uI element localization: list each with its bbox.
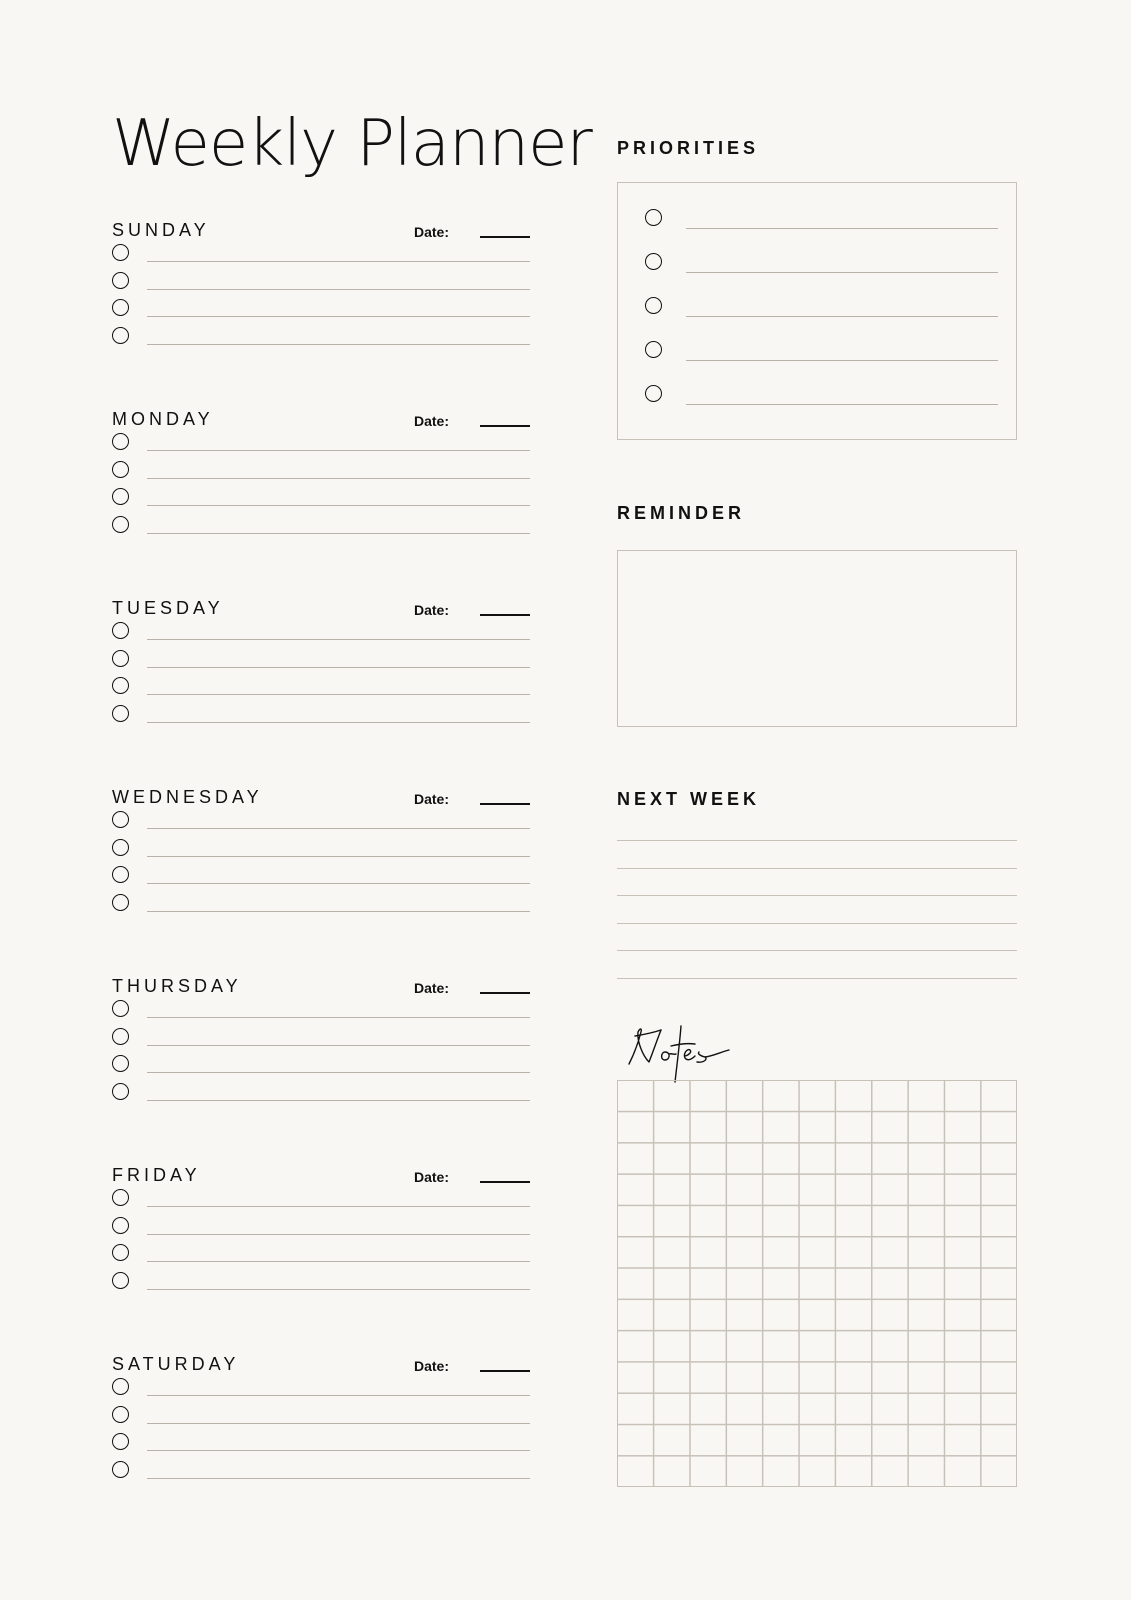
date-line[interactable] (480, 1181, 530, 1183)
task-line[interactable] (147, 478, 530, 479)
task-line[interactable] (147, 316, 530, 317)
date-line[interactable] (480, 425, 530, 427)
day-thursday (112, 976, 530, 1110)
date-line[interactable] (480, 1370, 530, 1372)
task-line[interactable] (147, 694, 530, 695)
checkbox-circle[interactable] (112, 866, 129, 883)
page-title: Weekly Planner (112, 107, 592, 181)
notes-grid[interactable] (617, 1080, 1017, 1487)
task-row[interactable] (112, 1189, 530, 1217)
day-tuesday (112, 598, 530, 732)
day-saturday (112, 1354, 530, 1488)
task-row[interactable] (112, 650, 530, 678)
task-row[interactable] (112, 299, 530, 327)
task-line[interactable] (147, 1261, 530, 1262)
day-wednesday (112, 787, 530, 921)
task-row[interactable] (112, 894, 530, 922)
next-week-line[interactable] (617, 923, 1017, 924)
day-name: FRIDAY (112, 1165, 201, 1185)
task-line[interactable] (147, 1395, 530, 1396)
checkbox-circle[interactable] (112, 650, 129, 667)
day-name: TUESDAY (112, 598, 224, 618)
day-sunday (112, 220, 530, 354)
checkbox-circle[interactable] (112, 1000, 129, 1017)
checkbox-circle[interactable] (112, 677, 129, 694)
checkbox-circle[interactable] (112, 272, 129, 289)
day-monday (112, 409, 530, 543)
task-line[interactable] (147, 667, 530, 668)
date-label: Date: (414, 413, 450, 429)
task-row[interactable] (112, 1217, 530, 1245)
priority-line[interactable] (686, 316, 998, 317)
task-line[interactable] (147, 1450, 530, 1451)
next-week-line[interactable] (617, 895, 1017, 896)
priority-row[interactable] (618, 329, 1016, 373)
next-week-line[interactable] (617, 950, 1017, 951)
date-label: Date: (414, 791, 450, 807)
task-line[interactable] (147, 856, 530, 857)
task-row[interactable] (112, 433, 530, 461)
task-row[interactable] (112, 839, 530, 867)
priority-line[interactable] (686, 228, 998, 229)
task-row[interactable] (112, 1028, 530, 1056)
task-row[interactable] (112, 1000, 530, 1028)
task-row[interactable] (112, 488, 530, 516)
reminder-box[interactable] (617, 550, 1017, 727)
checkbox-circle[interactable] (112, 244, 129, 261)
task-line[interactable] (147, 911, 530, 912)
checkbox-circle[interactable] (112, 1272, 129, 1289)
checkbox-circle[interactable] (112, 811, 129, 828)
task-row[interactable] (112, 272, 530, 300)
task-row[interactable] (112, 866, 530, 894)
priority-row[interactable] (618, 373, 1016, 417)
task-row[interactable] (112, 811, 530, 839)
date-line[interactable] (480, 614, 530, 616)
checkbox-circle[interactable] (112, 488, 129, 505)
checkbox-circle[interactable] (112, 433, 129, 450)
task-line[interactable] (147, 883, 530, 884)
priority-line[interactable] (686, 404, 998, 405)
task-line[interactable] (147, 1072, 530, 1073)
checkbox-circle[interactable] (112, 327, 129, 344)
task-row[interactable] (112, 1244, 530, 1272)
checkbox-circle[interactable] (112, 1028, 129, 1045)
checkbox-circle[interactable] (645, 341, 662, 358)
checkbox-circle[interactable] (112, 1083, 129, 1100)
checkbox-circle[interactable] (112, 1055, 129, 1072)
task-row[interactable] (112, 516, 530, 544)
day-name: THURSDAY (112, 976, 242, 996)
task-line[interactable] (147, 1045, 530, 1046)
priorities-box (617, 182, 1017, 440)
date-label: Date: (414, 602, 450, 618)
next-week-line[interactable] (617, 840, 1017, 841)
task-line[interactable] (147, 344, 530, 345)
day-name: SATURDAY (112, 1354, 240, 1374)
task-line[interactable] (147, 450, 530, 451)
date-line[interactable] (480, 803, 530, 805)
next-week-heading: NEXT WEEK (617, 789, 761, 809)
task-line[interactable] (147, 1017, 530, 1018)
task-row[interactable] (112, 461, 530, 489)
task-row[interactable] (112, 705, 530, 733)
task-line[interactable] (147, 1289, 530, 1290)
task-row[interactable] (112, 1461, 530, 1489)
checkbox-circle[interactable] (645, 297, 662, 314)
date-label: Date: (414, 224, 450, 240)
task-row[interactable] (112, 1433, 530, 1461)
task-line[interactable] (147, 1100, 530, 1101)
checkbox-circle[interactable] (112, 839, 129, 856)
task-line[interactable] (147, 828, 530, 829)
task-line[interactable] (147, 1234, 530, 1235)
date-label: Date: (414, 1358, 450, 1374)
priority-line[interactable] (686, 272, 998, 273)
next-week-line[interactable] (617, 868, 1017, 869)
task-row[interactable] (112, 244, 530, 272)
reminder-heading: REMINDER (617, 503, 746, 523)
task-line[interactable] (147, 639, 530, 640)
date-line[interactable] (480, 992, 530, 994)
task-line[interactable] (147, 289, 530, 290)
task-line[interactable] (147, 722, 530, 723)
task-row[interactable] (112, 1272, 530, 1300)
task-line[interactable] (147, 261, 530, 262)
day-friday (112, 1165, 530, 1299)
day-name: WEDNESDAY (112, 787, 263, 807)
checkbox-circle[interactable] (112, 299, 129, 316)
task-line[interactable] (147, 1478, 530, 1479)
task-row[interactable] (112, 1055, 530, 1083)
task-row[interactable] (112, 622, 530, 650)
checkbox-circle[interactable] (112, 1244, 129, 1261)
task-line[interactable] (147, 1206, 530, 1207)
priority-row[interactable] (618, 285, 1016, 329)
task-line[interactable] (147, 533, 530, 534)
checkbox-circle[interactable] (112, 516, 129, 533)
task-line[interactable] (147, 505, 530, 506)
priority-row[interactable] (618, 197, 1016, 241)
task-row[interactable] (112, 1378, 530, 1406)
task-row[interactable] (112, 1406, 530, 1434)
checkbox-circle[interactable] (112, 894, 129, 911)
date-label: Date: (414, 1169, 450, 1185)
date-line[interactable] (480, 236, 530, 238)
checkbox-circle[interactable] (112, 1433, 129, 1450)
checkbox-circle[interactable] (112, 1406, 129, 1423)
day-name: SUNDAY (112, 220, 210, 240)
checkbox-circle[interactable] (645, 385, 662, 402)
checkbox-circle[interactable] (112, 461, 129, 478)
priority-row[interactable] (618, 241, 1016, 285)
checkbox-circle[interactable] (645, 209, 662, 226)
task-line[interactable] (147, 1423, 530, 1424)
checkbox-circle[interactable] (645, 253, 662, 270)
checkbox-circle[interactable] (112, 1189, 129, 1206)
checkbox-circle[interactable] (112, 1217, 129, 1234)
day-name: MONDAY (112, 409, 214, 429)
next-week-line[interactable] (617, 978, 1017, 979)
task-row[interactable] (112, 327, 530, 355)
checkbox-circle[interactable] (112, 705, 129, 722)
priority-line[interactable] (686, 360, 998, 361)
task-row[interactable] (112, 677, 530, 705)
checkbox-circle[interactable] (112, 1461, 129, 1478)
priorities-heading: PRIORITIES (617, 138, 760, 158)
checkbox-circle[interactable] (112, 1378, 129, 1395)
checkbox-circle[interactable] (112, 622, 129, 639)
task-row[interactable] (112, 1083, 530, 1111)
date-label: Date: (414, 980, 450, 996)
